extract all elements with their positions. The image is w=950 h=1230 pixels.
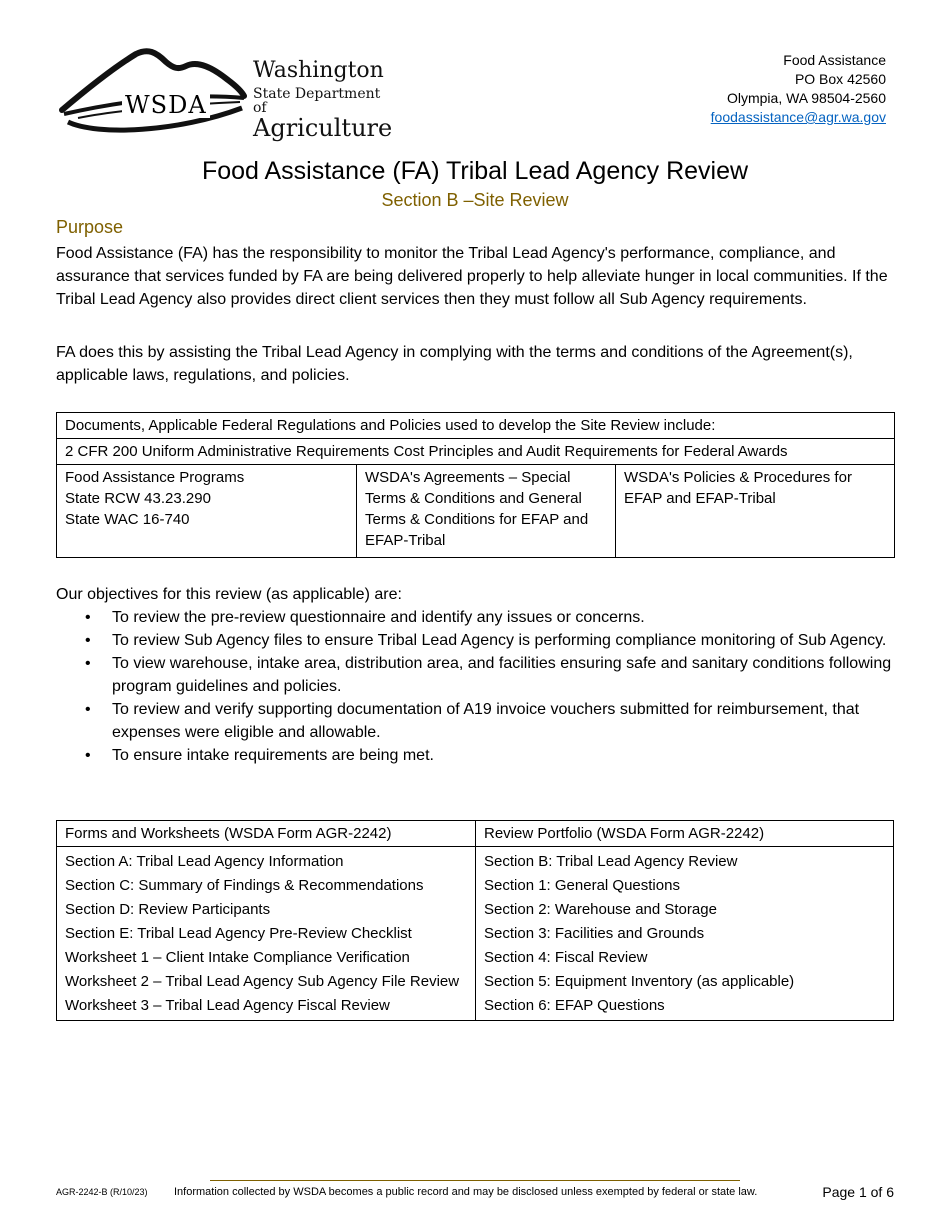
purpose-heading: Purpose bbox=[56, 217, 124, 237]
footer-form-code: AGR-2242-B (R/10/23) bbox=[56, 1187, 148, 1197]
logo-line-washington: Washington bbox=[253, 58, 384, 83]
forms-table-left-header: Forms and Worksheets (WSDA Form AGR-2242) bbox=[57, 821, 476, 847]
purpose-paragraph-2: FA does this by assisting the Tribal Lead Agency in complying with the terms and conditions of the Agreement(s), applicable laws, regulations, and policies. bbox=[56, 344, 853, 384]
regulations-table-cfr-row: 2 CFR 200 Uniform Administrative Requirements Cost Principles and Audit Requirements for Federal Awards bbox=[57, 439, 895, 465]
address-po-box: PO Box 42560 bbox=[794, 71, 886, 87]
objective-text: To review the pre-review questionnaire and identify any issues or concerns. bbox=[112, 609, 645, 626]
forms-left-item: Section E: Tribal Lead Agency Pre-Review Checklist bbox=[65, 925, 412, 942]
forms-left-item: Section A: Tribal Lead Agency Information bbox=[65, 853, 344, 870]
list-item bbox=[56, 698, 896, 744]
list-item bbox=[56, 629, 896, 652]
list-item bbox=[56, 744, 896, 767]
forms-left-list bbox=[57, 847, 476, 1021]
purpose-paragraph-1: Food Assistance (FA) has the responsibility to monitor the Tribal Lead Agency's performance, compliance, and assurance that services funded by FA are being delivered properly to help alleviate hunger in local communities. If the Tribal Lead Agency also provides direct client services then they must follow all Sub Agency requirements. bbox=[56, 245, 888, 308]
bullet-icon: • bbox=[85, 701, 91, 718]
regulations-table-header: Documents, Applicable Federal Regulations and Policies used to develop the Site Review include: bbox=[57, 413, 895, 439]
forms-table bbox=[56, 820, 894, 1021]
email-link[interactable]: foodassistance@agr.wa.gov bbox=[710, 109, 886, 125]
forms-table-right-header: Review Portfolio (WSDA Form AGR-2242) bbox=[476, 821, 894, 847]
forms-right-item: Section 3: Facilities and Grounds bbox=[484, 925, 705, 942]
address-block bbox=[711, 51, 886, 127]
objective-text: To review Sub Agency files to ensure Tribal Lead Agency is performing compliance monitoring of Sub Agency. bbox=[112, 632, 887, 649]
footer-divider bbox=[210, 1180, 740, 1181]
logo-line-agriculture: Agriculture bbox=[253, 114, 393, 142]
forms-right-item: Section 4: Fiscal Review bbox=[484, 949, 648, 966]
page-subtitle: Section B –Site Review bbox=[381, 190, 569, 210]
address-org: Food Assistance bbox=[783, 52, 886, 68]
list-item bbox=[56, 652, 896, 698]
logo-line-state-dept: State Department of bbox=[253, 86, 381, 116]
regulations-table bbox=[56, 412, 895, 558]
logo-badge-text: WSDA bbox=[122, 92, 210, 118]
regulations-programs-line: Food Assistance Programs bbox=[65, 469, 245, 486]
forms-left-item: Section C: Summary of Findings & Recommendations bbox=[65, 877, 424, 894]
forms-left-item: Section D: Review Participants bbox=[65, 901, 271, 918]
regulations-programs-line: State RCW 43.23.290 bbox=[65, 490, 211, 507]
bullet-icon: • bbox=[85, 747, 91, 764]
forms-left-item: Worksheet 1 – Client Intake Compliance Verification bbox=[65, 949, 410, 966]
wsda-logo bbox=[58, 48, 393, 142]
forms-left-item: Worksheet 3 – Tribal Lead Agency Fiscal Review bbox=[65, 997, 390, 1014]
page-title: Food Assistance (FA) Tribal Lead Agency Review bbox=[201, 157, 749, 185]
regulations-programs-line: State WAC 16-740 bbox=[65, 511, 190, 528]
forms-right-item: Section 6: EFAP Questions bbox=[484, 997, 665, 1014]
bullet-icon: • bbox=[85, 632, 91, 649]
bullet-icon: • bbox=[85, 655, 91, 672]
footer-disclosure-note: Information collected by WSDA becomes a public record and may be disclosed unless exempted by federal or state law. bbox=[174, 1186, 758, 1198]
forms-right-list bbox=[476, 847, 894, 1021]
regulations-cell-policies: WSDA's Policies & Procedures for EFAP and EFAP-Tribal bbox=[616, 465, 895, 558]
forms-right-item: Section B: Tribal Lead Agency Review bbox=[484, 853, 738, 870]
regulations-cell-agreements: WSDA's Agreements – Special Terms & Conditions and General Terms & Conditions for EFAP and EFAP-Tribal bbox=[357, 465, 616, 558]
objective-text: To review and verify supporting documentation of A19 invoice vouchers submitted for reimbursement, that expenses were eligible and allowable. bbox=[112, 701, 860, 741]
regulations-cell-programs bbox=[57, 465, 357, 558]
forms-left-item: Worksheet 2 – Tribal Lead Agency Sub Agency File Review bbox=[65, 973, 460, 990]
forms-right-item: Section 5: Equipment Inventory (as applicable) bbox=[484, 973, 795, 990]
logo-wordmark bbox=[253, 60, 392, 140]
objectives-intro: Our objectives for this review (as applicable) are: bbox=[56, 586, 402, 603]
list-item bbox=[56, 606, 896, 629]
objective-text: To view warehouse, intake area, distribution area, and facilities ensuring safe and sanitary conditions following program guidelines and policies. bbox=[112, 655, 892, 695]
forms-right-item: Section 1: General Questions bbox=[484, 877, 680, 894]
page-number: Page 1 of 6 bbox=[822, 1184, 894, 1200]
address-city: Olympia, WA 98504-2560 bbox=[726, 90, 886, 106]
forms-right-item: Section 2: Warehouse and Storage bbox=[484, 901, 717, 918]
objective-text: To ensure intake requirements are being met. bbox=[112, 747, 434, 764]
bullet-icon: • bbox=[85, 609, 91, 626]
objectives-list bbox=[56, 606, 896, 767]
